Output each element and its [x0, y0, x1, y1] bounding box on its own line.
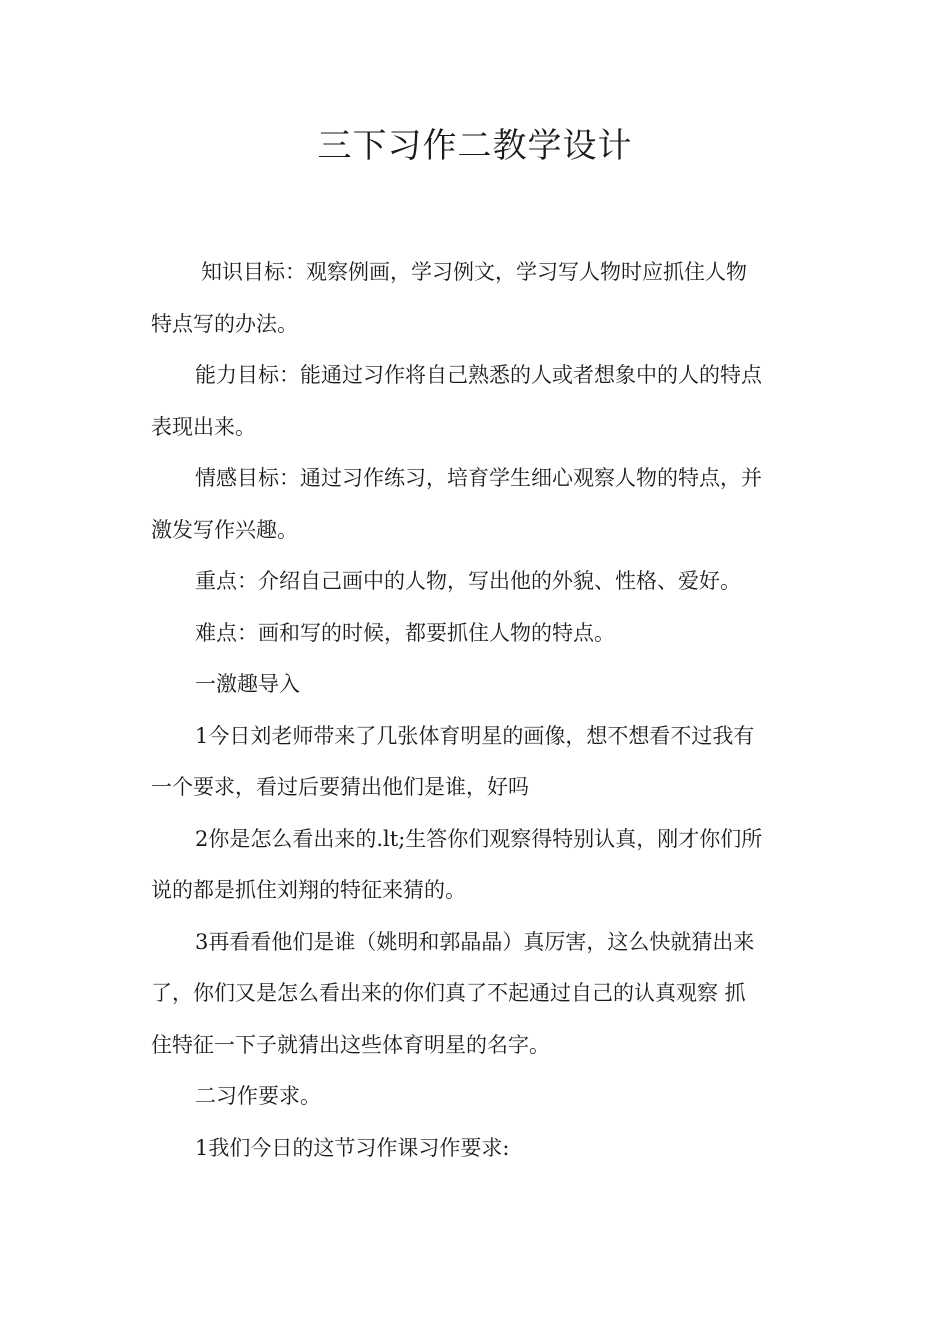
paragraph-line: 1我们今日的这节习作课习作要求: — [195, 1135, 510, 1160]
document-body — [151, 247, 801, 1174]
paragraph-line: 表现出来。 — [151, 414, 256, 439]
paragraph-line: 知识目标：观察例画，学习例文，学习写人物时应抓住人物 — [201, 260, 747, 284]
paragraph-line: 住特征一下子就猜出这些体育明星的名字。 — [151, 1032, 550, 1057]
paragraph-line: 一个要求，看过后要猜出他们是谁，好吗 — [151, 775, 529, 799]
section-heading: 二习作要求。 — [195, 1084, 321, 1108]
document-title: 三下习作二教学设计 — [317, 126, 633, 166]
paragraph-line: 激发写作兴趣。 — [151, 517, 298, 542]
section-heading-requirements — [151, 1071, 801, 1123]
paragraph-line: 重点：介绍自己画中的人物，写出他的外貌、性格、爱好。 — [195, 569, 741, 593]
paragraph-line: 说的都是抓住刘翔的特征来猜的。 — [151, 878, 466, 902]
paragraph-line: 能力目标：能通过习作将自己熟悉的人或者想象中的人的特点 — [195, 363, 762, 387]
paragraph-line: 1今日刘老师带来了几张体育明星的画像，想不想看不过我有 — [195, 723, 755, 748]
paragraph-key-point — [151, 556, 801, 608]
paragraph-knowledge-goal — [151, 247, 801, 350]
paragraph-line: 2你是怎么看出来的.lt;生答你们观察得特别认真，刚才你们所 — [195, 826, 763, 851]
paragraph-line: 3再看看他们是谁（姚明和郭晶晶）真厉害，这么快就猜出来 — [195, 929, 755, 954]
paragraph-step-2 — [151, 814, 801, 917]
paragraph-line: 了，你们又是怎么看出来的你们真了不起通过自己的认真观察 抓 — [151, 981, 746, 1005]
section-heading: 一激趣导入 — [195, 672, 300, 696]
paragraph-line: 情感目标：通过习作练习，培育学生细心观察人物的特点，并 — [195, 466, 762, 490]
paragraph-step-1 — [151, 711, 801, 814]
paragraph-ability-goal — [151, 350, 801, 453]
paragraph-emotion-goal — [151, 453, 801, 556]
paragraph-step-3 — [151, 917, 801, 1072]
paragraph-line: 难点：画和写的时候，都要抓住人物的特点。 — [195, 620, 615, 645]
paragraph-difficulty — [151, 608, 801, 660]
section-heading-intro — [151, 659, 801, 711]
paragraph-line: 特点写的办法。 — [151, 311, 298, 336]
paragraph-requirement-1 — [151, 1123, 801, 1175]
